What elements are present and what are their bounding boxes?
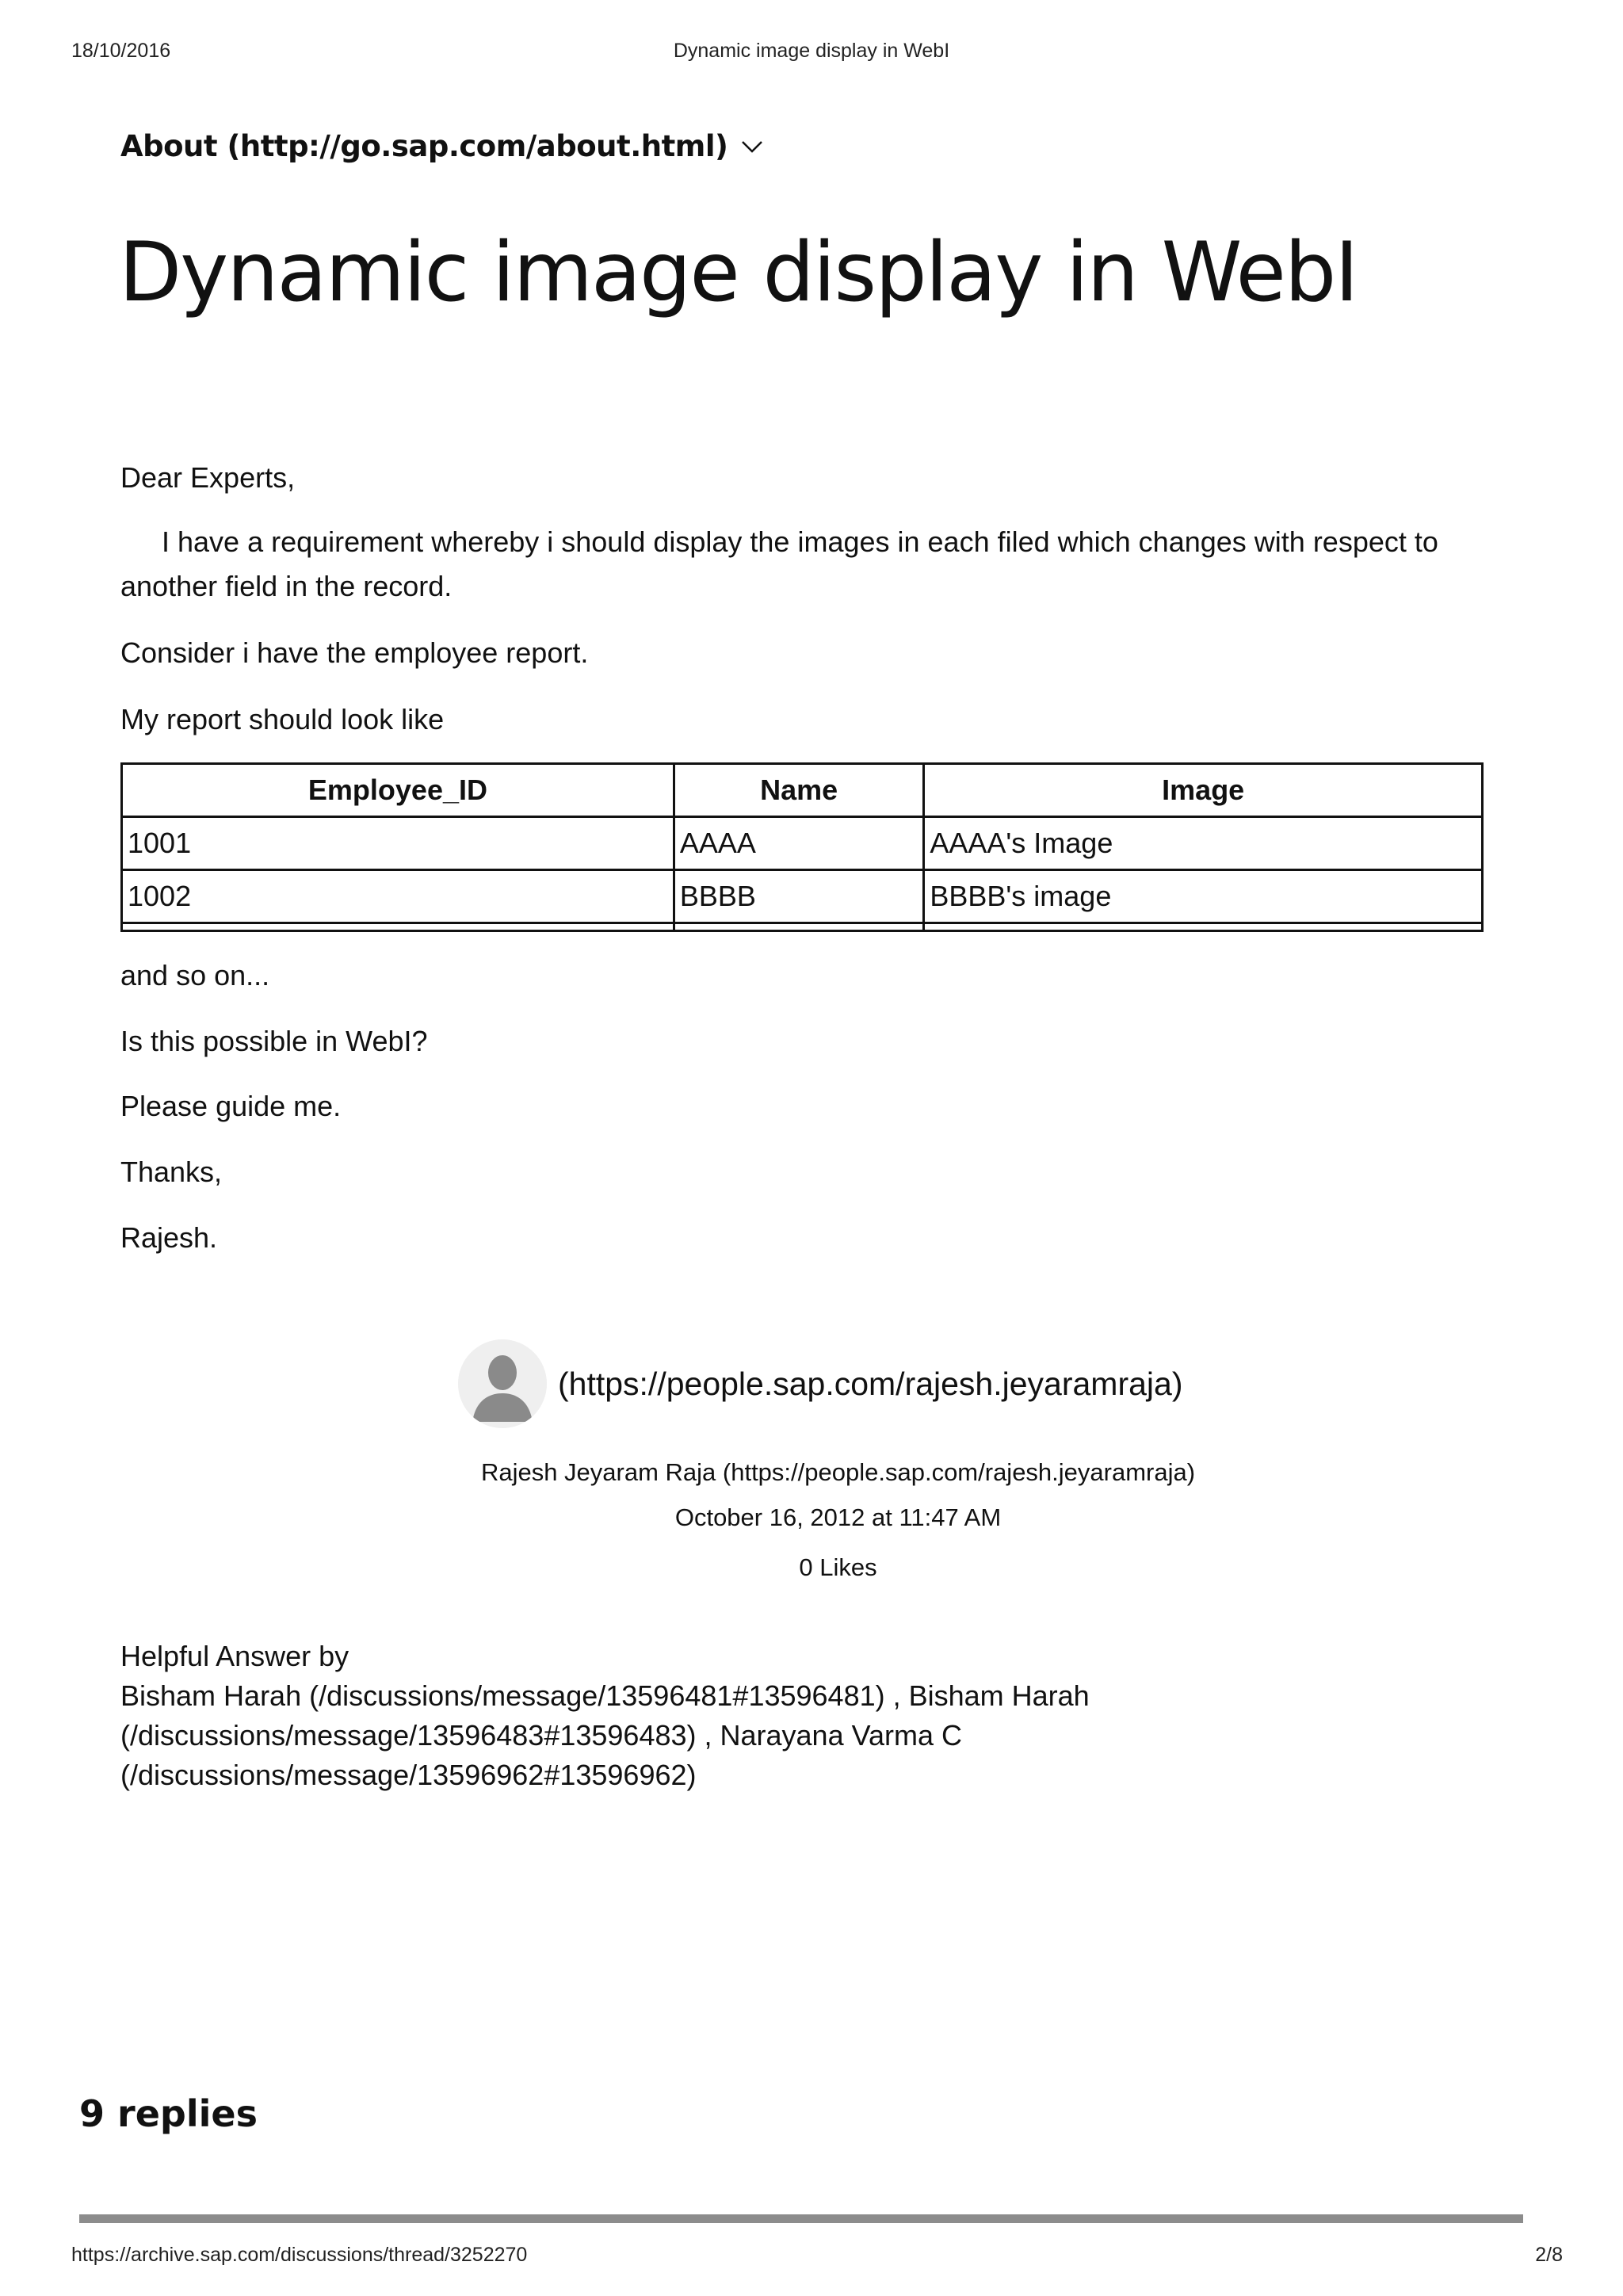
table-empty-row (122, 923, 1483, 931)
print-date: 18/10/2016 (71, 40, 171, 62)
helpful-answer-links[interactable]: Bisham Harah (/discussions/message/13596481#13596481) , Bisham Harah (/discussions/message/13596483#13596483) , Narayana Varma C (/discussions/message/13596962#13596962) (120, 1679, 1090, 1791)
table-row (122, 870, 1483, 923)
table-cell (122, 923, 674, 931)
horizontal-scrollbar[interactable] (79, 2214, 1523, 2223)
guide-text: Please guide me. (120, 1090, 342, 1122)
column-header-employee-id: Employee_ID (122, 764, 674, 817)
about-nav-link[interactable] (120, 129, 764, 163)
thanks-text: Thanks, (120, 1156, 223, 1188)
table-cell: AAAA's Image (924, 817, 1483, 870)
report-intro-text: My report should look like (120, 703, 445, 735)
author-profile-row (458, 1339, 1182, 1428)
likes-count[interactable]: 0 Likes (799, 1553, 877, 1581)
table-cell: 1002 (122, 870, 674, 923)
helpful-answer-heading: Helpful Answer by (120, 1640, 349, 1672)
table-cell: AAAA (674, 817, 924, 870)
table-header-row (122, 764, 1483, 817)
table-cell: BBBB's image (924, 870, 1483, 923)
greeting-text: Dear Experts, (120, 461, 296, 494)
column-header-image: Image (924, 764, 1483, 817)
table-cell: BBBB (674, 870, 924, 923)
print-title: Dynamic image display in WebI (673, 40, 950, 62)
and-so-on-text: and so on... (120, 959, 270, 991)
user-avatar-icon[interactable] (458, 1339, 547, 1428)
column-header-name: Name (674, 764, 924, 817)
requirement-text: I have a requirement whereby i should display the images in each filed which changes with respect to another field in the record. (120, 525, 1438, 602)
employee-report-table (120, 762, 1484, 932)
print-page-number: 2/8 (1535, 2244, 1563, 2266)
table-cell (924, 923, 1483, 931)
table-cell (674, 923, 924, 931)
author-name-link[interactable]: Rajesh Jeyaram Raja (https://people.sap.com/rajesh.jeyaramraja) (480, 1458, 1196, 1486)
page-title: Dynamic image display in WebI (119, 225, 1358, 320)
helpful-answer-block (120, 1637, 1507, 1795)
question-text: Is this possible in WebI? (120, 1025, 428, 1057)
context-text: Consider i have the employee report. (120, 636, 589, 669)
author-profile-link[interactable]: (https://people.sap.com/rajesh.jeyaramraja) (558, 1365, 1183, 1402)
signature-text: Rajesh. (120, 1221, 218, 1254)
about-nav-label: About (http://go.sap.com/about.html) (120, 129, 728, 163)
replies-count-heading: 9 replies (79, 2092, 258, 2135)
print-url: https://archive.sap.com/discussions/thread/3252270 (71, 2244, 528, 2266)
table-row (122, 817, 1483, 870)
table-cell: 1001 (122, 817, 674, 870)
post-timestamp: October 16, 2012 at 11:47 AM (674, 1503, 1002, 1531)
chevron-down-icon (740, 132, 764, 155)
